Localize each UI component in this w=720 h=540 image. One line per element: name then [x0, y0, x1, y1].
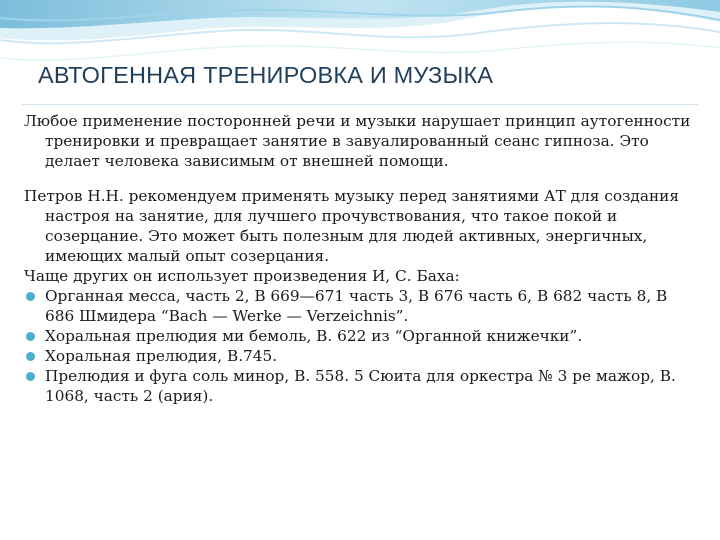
bullet-dot-icon	[26, 372, 35, 381]
bullet-dot-icon	[26, 292, 35, 301]
paragraph-3: Чаще других он использует произведения И, С. Баха:	[24, 267, 460, 285]
bullet-dot-icon	[26, 352, 35, 361]
list-item	[24, 366, 694, 406]
list-item-text: Хоральная прелюдия, В.745.	[45, 347, 278, 365]
list-item-text: Прелюдия и фуга соль минор, В. 558. 5 Сюита для оркестра № 3 ре мажор, В. 1068, часть 2 (ария).	[45, 367, 676, 405]
paragraph-2: Петров Н.Н. рекомендуем применять музыку перед занятиями АТ для создания настроя на занятие, для лучшего прочувствования, что такое покой и созерцание. Это может быть полезным для людей активных, энергичных, имеющих малый опыт созерцания.	[24, 187, 680, 265]
list-item-text: Органная месса, часть 2, В 669—671 часть 3, В 676 часть 6, В 682 часть 8, В 686 Шмидера “Bach — Werke — Verzeichnis”.	[45, 287, 668, 325]
list-item	[24, 286, 694, 326]
slide-title: АВТОГЕННАЯ ТРЕНИРОВКА И МУЗЫКА	[38, 62, 494, 88]
slide-body	[24, 111, 694, 406]
paragraph-1: Любое применение посторонней речи и музыки нарушает принцип аутогенности тренировки и превращает занятие в завуалированный сеанс гипноза. Это делает человека зависимым от внешней помощи.	[24, 112, 691, 170]
paragraph-gap	[24, 171, 694, 186]
title-divider	[22, 104, 698, 105]
list-item	[24, 326, 694, 346]
header-wave-decoration	[0, 0, 720, 105]
list-item	[24, 346, 694, 366]
works-list	[24, 286, 694, 406]
bullet-dot-icon	[26, 332, 35, 341]
list-item-text: Хоральная прелюдия ми бемоль, В. 622 из “Органной книжечки”.	[45, 327, 583, 345]
